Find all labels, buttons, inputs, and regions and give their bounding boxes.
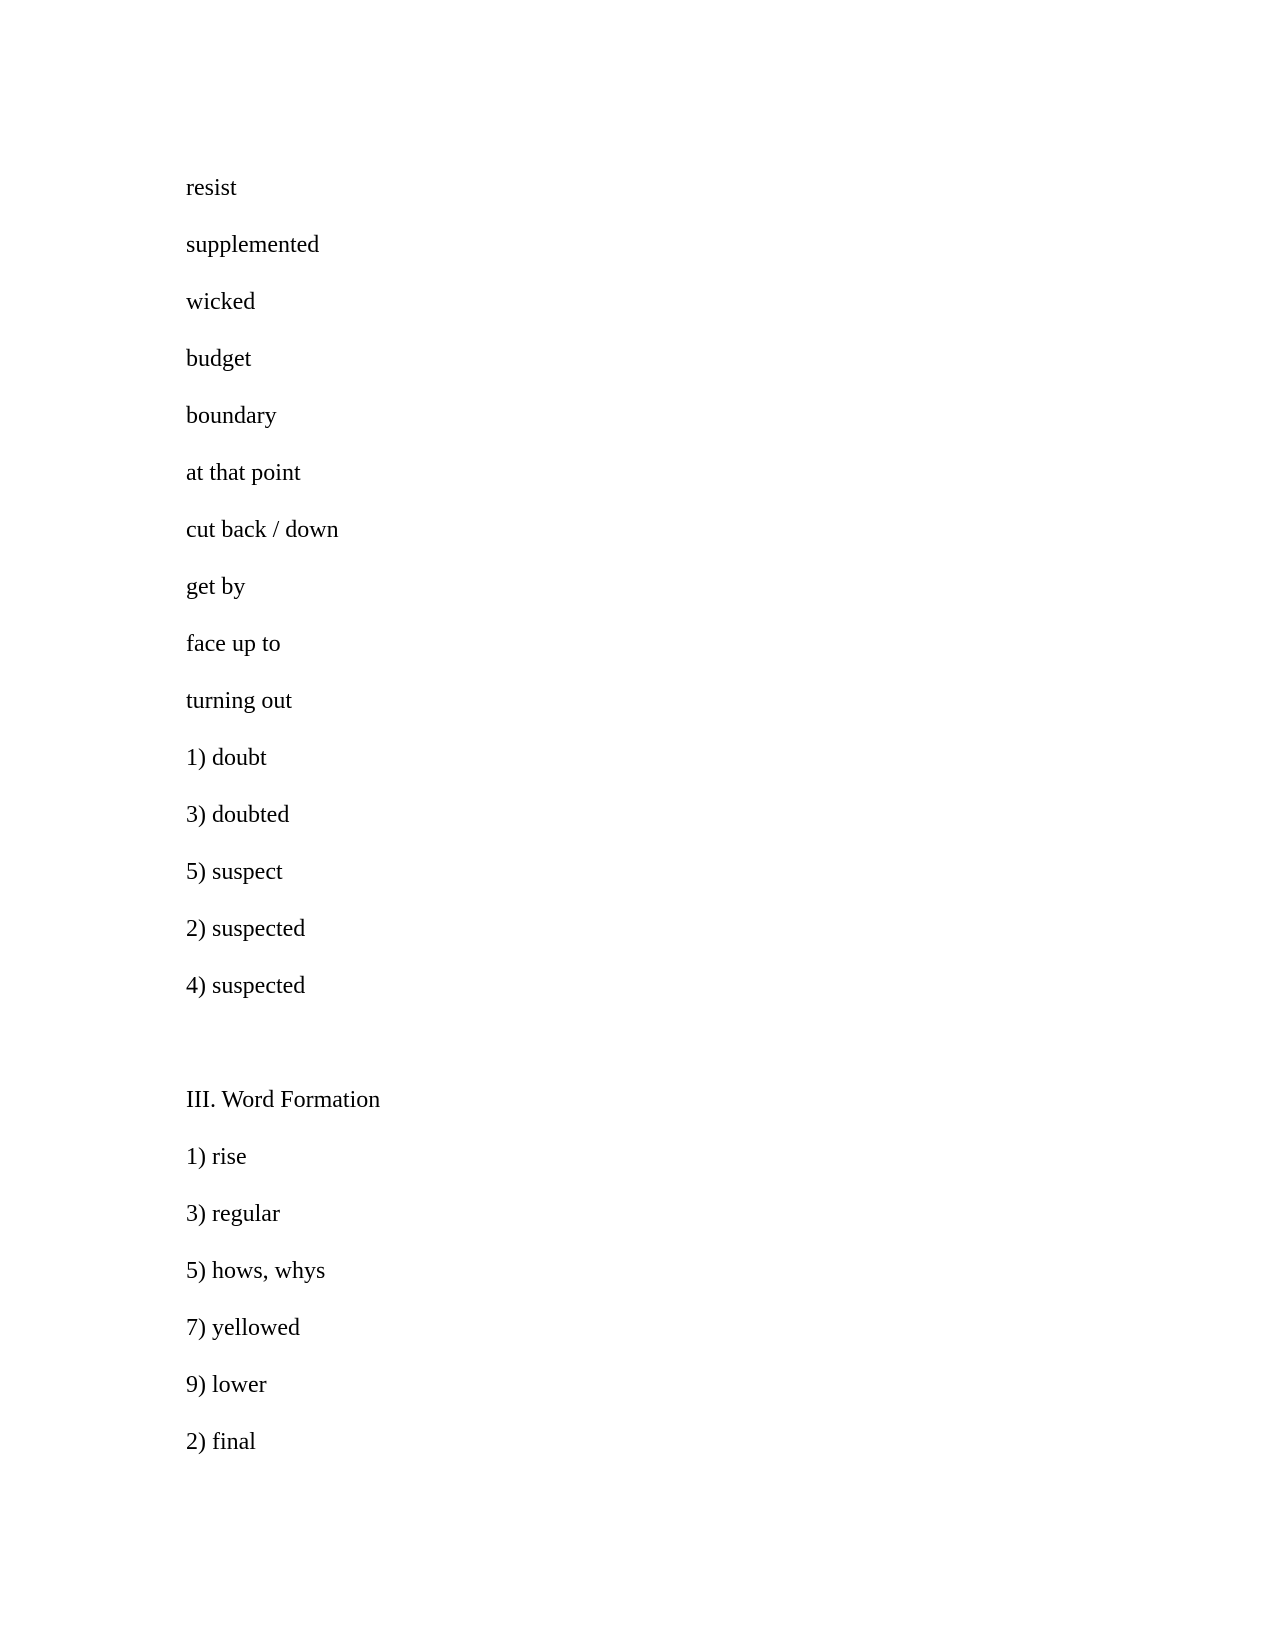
- list-item: 1) doubt: [186, 745, 267, 771]
- list-item: cut back / down: [186, 517, 339, 543]
- list-item: wicked: [186, 289, 256, 315]
- list-item: 5) hows, whys: [186, 1258, 326, 1284]
- list-item: 2) final: [186, 1429, 256, 1455]
- list-item: 9) lower: [186, 1372, 267, 1398]
- list-item: turning out: [186, 688, 292, 714]
- list-item: 7) yellowed: [186, 1315, 300, 1341]
- list-item: boundary: [186, 403, 277, 429]
- list-item: face up to: [186, 631, 281, 657]
- list-item: 1) rise: [186, 1144, 247, 1170]
- section-heading: III. Word Formation: [186, 1087, 381, 1113]
- list-item: 2) suspected: [186, 916, 306, 942]
- list-item: supplemented: [186, 232, 320, 258]
- list-item: 3) regular: [186, 1201, 280, 1227]
- list-item: resist: [186, 175, 237, 201]
- section-spacer: [186, 1029, 1086, 1086]
- answer-list: [186, 174, 1086, 1485]
- list-item: 3) doubted: [186, 802, 290, 828]
- list-item: get by: [186, 574, 246, 600]
- list-item: 4) suspected: [186, 973, 306, 999]
- list-item: at that point: [186, 460, 301, 486]
- list-item: budget: [186, 346, 252, 372]
- list-item: 5) suspect: [186, 859, 283, 885]
